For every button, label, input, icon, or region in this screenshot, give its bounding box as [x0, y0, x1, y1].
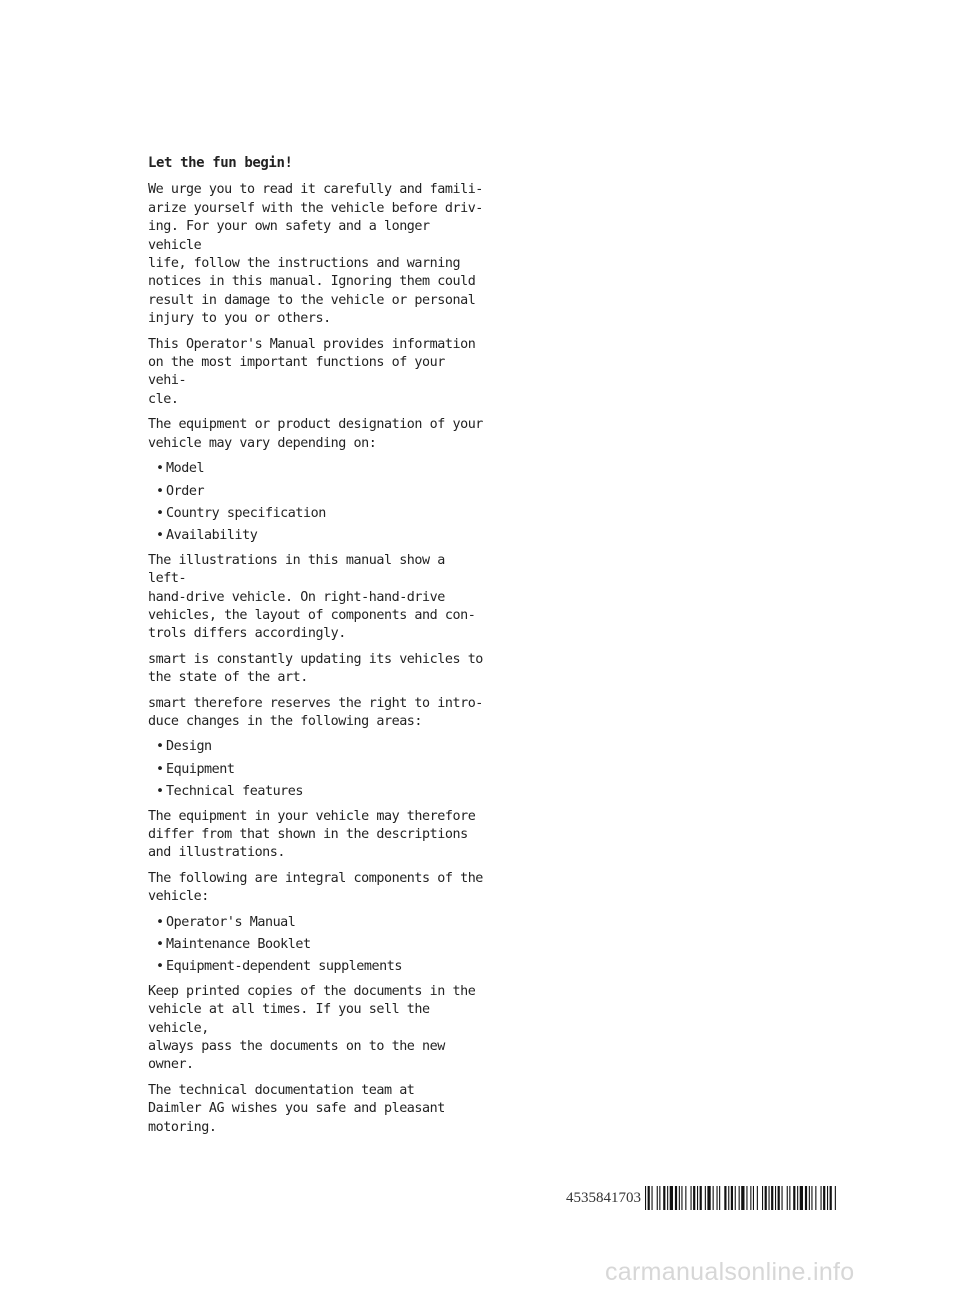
components-paragraph: The following are integral components of the vehicle: — [148, 870, 483, 905]
variation-list — [148, 460, 488, 546]
updating-paragraph: smart is constantly updating its vehicles to the state of the art. — [148, 651, 483, 686]
list-item: • Country specification — [156, 505, 326, 521]
keep-copies-paragraph: Keep printed copies of the documents in the vehicle at all times. If you sell the vehicle, always pass the documents on to the new owner. — [148, 983, 476, 1073]
changes-paragraph: smart therefore reserves the right to intro- duce changes in the following areas: — [148, 695, 483, 729]
page-heading: Let the fun begin! — [148, 155, 293, 171]
list-item-label: Operator's Manual — [166, 914, 296, 930]
list-item-label: Maintenance Booklet — [166, 937, 311, 953]
list-item-label: Equipment — [166, 761, 235, 777]
list-item-label: Equipment-dependent supplements — [166, 959, 402, 975]
list-item-label: Availability — [166, 528, 258, 544]
manual-page-content — [148, 154, 488, 1144]
intro-paragraph: We urge you to read it carefully and famili- arize yourself with the vehicle before driv- ing. For your own safety and a longer vehicle life, follow the instructions and warning notices in this manual. Ignoring them could result in damage to the vehicle or personal injury to you or others. — [148, 182, 483, 327]
list-item: • Design — [156, 739, 212, 755]
list-item-label: Order — [166, 483, 205, 499]
list-item-label: Model — [166, 461, 205, 477]
list-item: • Availability — [156, 528, 258, 544]
manual-info-paragraph: This Operator's Manual provides information on the most important functions of your vehi- cle. — [148, 336, 476, 407]
illustrations-paragraph: The illustrations in this manual show a left- hand-drive vehicle. On right-hand-drive vehicles, the layout of components and con- trols differs accordingly. — [148, 552, 476, 642]
equipment-differs-paragraph: The equipment in your vehicle may therefore differ from that shown in the descriptions and illustrations. — [148, 808, 476, 861]
list-item: • Equipment-dependent supplements — [156, 959, 402, 975]
closing-paragraph: The technical documentation team at Daimler AG wishes you safe and pleasant motoring. — [148, 1082, 445, 1135]
list-item: • Maintenance Booklet — [156, 937, 311, 953]
changes-list — [148, 738, 488, 801]
document-number: 4535841703 — [566, 1189, 641, 1206]
list-item: • Model — [156, 461, 205, 477]
document-code — [566, 1185, 837, 1211]
equipment-variation-paragraph: The equipment or product designation of your vehicle may vary depending on: — [148, 417, 483, 451]
barcode-icon — [645, 1186, 837, 1210]
watermark: carmanualsonline.info — [605, 1258, 855, 1286]
list-item-label: Country specification — [166, 505, 326, 521]
list-item-label: Technical features — [166, 784, 304, 800]
list-item: • Order — [156, 483, 205, 499]
list-item: • Equipment — [156, 761, 235, 777]
list-item: • Technical features — [156, 784, 304, 800]
list-item: • Operator's Manual — [156, 914, 296, 930]
components-list — [148, 914, 488, 977]
list-item-label: Design — [166, 739, 212, 755]
